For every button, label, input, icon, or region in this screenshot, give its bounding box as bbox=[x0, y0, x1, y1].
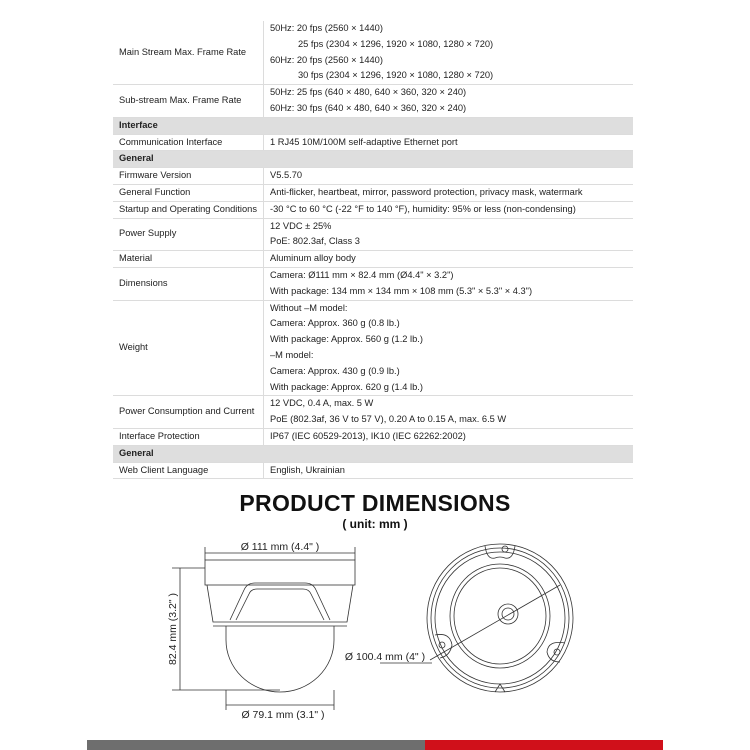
spec-row bbox=[113, 267, 633, 300]
spec-value-line: 50Hz: 25 fps (640 × 480, 640 × 360, 320 × 240) bbox=[270, 87, 467, 98]
spec-value bbox=[264, 21, 634, 85]
spec-value bbox=[264, 218, 634, 251]
section-title: General bbox=[113, 151, 633, 168]
spec-value-line: Aluminum alloy body bbox=[270, 253, 356, 264]
spec-row bbox=[113, 428, 633, 445]
spec-value-line: Without –M model: bbox=[270, 302, 348, 313]
spec-value-line: English, Ukrainian bbox=[270, 464, 345, 475]
spec-value-line: 12 VDC, 0.4 A, max. 5 W bbox=[270, 398, 374, 409]
spec-value bbox=[264, 201, 634, 218]
spec-row bbox=[113, 85, 633, 118]
spec-value-line: Camera: Approx. 430 g (0.9 lb.) bbox=[270, 365, 400, 376]
spec-value-line: With package: Approx. 560 g (1.2 lb.) bbox=[270, 334, 423, 345]
spec-label: Web Client Language bbox=[113, 462, 264, 479]
spec-value-line: Anti-flicker, heartbeat, mirror, password protection, privacy mask, watermark bbox=[270, 186, 583, 197]
spec-label: Startup and Operating Conditions bbox=[113, 201, 264, 218]
section-header-row bbox=[113, 151, 633, 168]
top-width-label: Ø 111 mm (4.4" ) bbox=[240, 541, 320, 553]
spec-row bbox=[113, 201, 633, 218]
spec-value-line: With package: 134 mm × 134 mm × 108 mm (5.3" × 5.3" × 4.3") bbox=[270, 285, 533, 296]
dome-width-label: Ø 79.1 mm (3.1" ) bbox=[241, 709, 325, 721]
spec-value-line: -30 °C to 60 °C (-22 °F to 140 °F), humidity: 95% or less (non-condensing) bbox=[270, 203, 576, 214]
spec-label: Weight bbox=[113, 300, 264, 396]
spec-label: Power Supply bbox=[113, 218, 264, 251]
spec-label: Interface Protection bbox=[113, 428, 264, 445]
spec-value bbox=[264, 85, 634, 118]
unit-label: ( unit: mm ) bbox=[342, 517, 408, 531]
spec-value-line: 60Hz: 20 fps (2560 × 1440) bbox=[270, 54, 383, 65]
spec-row bbox=[113, 218, 633, 251]
spec-value-line: 30 fps (2304 × 1296, 1920 × 1080, 1280 × 720) bbox=[298, 70, 494, 81]
spec-value bbox=[264, 134, 634, 151]
section-title: Interface bbox=[113, 117, 633, 134]
spec-label: Main Stream Max. Frame Rate bbox=[113, 21, 264, 85]
spec-value-line: PoE (802.3af, 36 V to 57 V), 0.20 A to 0.15 A, max. 6.5 W bbox=[270, 414, 507, 425]
spec-row bbox=[113, 300, 633, 396]
spec-value-line: Camera: Ø111 mm × 82.4 mm (Ø4.4" × 3.2") bbox=[270, 269, 454, 280]
spec-row bbox=[113, 21, 633, 85]
spec-value bbox=[264, 396, 634, 429]
spec-row bbox=[113, 168, 633, 185]
footer-bar-red bbox=[425, 740, 663, 750]
base-diameter-label: Ø 100.4 mm (4" ) bbox=[344, 651, 426, 663]
spec-value bbox=[264, 184, 634, 201]
height-label: 82.4 mm (3.2" ) bbox=[167, 593, 179, 665]
section-header-row bbox=[113, 445, 633, 462]
product-dimensions-title: PRODUCT DIMENSIONS bbox=[239, 490, 511, 516]
spec-row bbox=[113, 184, 633, 201]
spec-value bbox=[264, 428, 634, 445]
spec-label: Communication Interface bbox=[113, 134, 264, 151]
spec-value bbox=[264, 251, 634, 268]
spec-value-line: IP67 (IEC 60529-2013), IK10 (IEC 62262:2002) bbox=[270, 430, 466, 441]
spec-label: Power Consumption and Current bbox=[113, 396, 264, 429]
spec-value bbox=[264, 462, 634, 479]
spec-table bbox=[113, 21, 633, 479]
spec-value-line: 60Hz: 30 fps (640 × 480, 640 × 360, 320 × 240) bbox=[270, 102, 467, 113]
spec-value bbox=[264, 300, 634, 396]
footer-bar-grey bbox=[87, 740, 425, 750]
spec-value bbox=[264, 168, 634, 185]
spec-value-line: V5.5.70 bbox=[270, 170, 303, 181]
spec-label: Firmware Version bbox=[113, 168, 264, 185]
spec-value-line: Camera: Approx. 360 g (0.8 lb.) bbox=[270, 318, 400, 329]
top-view-drawing bbox=[380, 544, 573, 692]
section-header-row bbox=[113, 117, 633, 134]
spec-value-line: 1 RJ45 10M/100M self-adaptive Ethernet port bbox=[270, 136, 458, 147]
spec-value-line: PoE: 802.3af, Class 3 bbox=[270, 236, 360, 247]
side-view-drawing bbox=[172, 547, 355, 710]
spec-label: Material bbox=[113, 251, 264, 268]
spec-row bbox=[113, 396, 633, 429]
section-title: General bbox=[113, 445, 633, 462]
spec-value-line: 12 VDC ± 25% bbox=[270, 220, 332, 231]
spec-label: Sub-stream Max. Frame Rate bbox=[113, 85, 264, 118]
spec-value-line: 25 fps (2304 × 1296, 1920 × 1080, 1280 × 720) bbox=[298, 38, 494, 49]
spec-row bbox=[113, 134, 633, 151]
spec-label: Dimensions bbox=[113, 267, 264, 300]
spec-value-line: With package: Approx. 620 g (1.4 lb.) bbox=[270, 381, 423, 392]
spec-value bbox=[264, 267, 634, 300]
spec-label: General Function bbox=[113, 184, 264, 201]
spec-row bbox=[113, 251, 633, 268]
spec-value-line: 50Hz: 20 fps (2560 × 1440) bbox=[270, 23, 383, 33]
spec-value-line: –M model: bbox=[270, 349, 314, 360]
dimension-drawings bbox=[0, 530, 750, 740]
spec-row bbox=[113, 462, 633, 479]
